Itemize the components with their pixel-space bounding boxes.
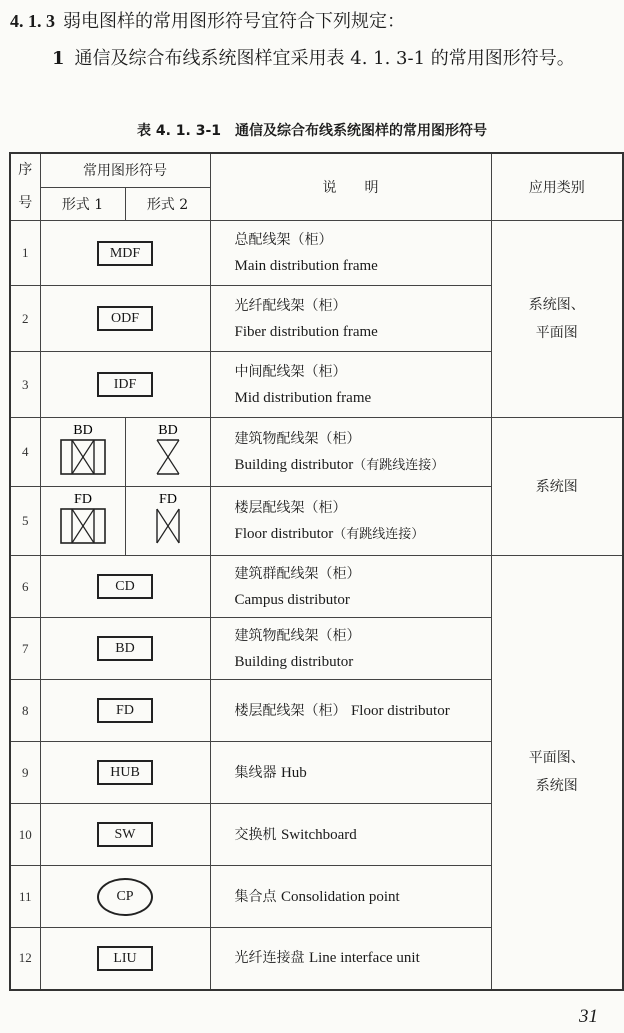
desc-cn: 集合点 — [234, 888, 277, 905]
category-cell — [491, 221, 623, 418]
desc-en: Building distributor — [234, 456, 354, 473]
liu-symbol: LIU — [97, 946, 153, 971]
description-cell — [210, 804, 491, 866]
symbol-form1-cell — [40, 418, 125, 487]
row-index: 3 — [10, 352, 40, 418]
symbol-cell — [40, 618, 210, 680]
mdf-symbol: MDF — [97, 241, 153, 266]
category-line: 系统图 — [535, 778, 578, 795]
description-cell — [210, 418, 491, 487]
clause-number: 4. 1. 3 — [10, 11, 55, 31]
svg-text:BD: BD — [72, 423, 93, 438]
description-cell — [210, 680, 491, 742]
desc-en: Line interface unit — [308, 950, 420, 967]
row-index: 1 — [10, 221, 40, 286]
category-cell — [491, 418, 623, 556]
header-index-bottom: 号 — [18, 195, 33, 211]
paragraph-number: 1 — [52, 48, 65, 69]
category-line: 平面图 — [535, 325, 578, 341]
row-index: 11 — [10, 866, 40, 928]
fd-form2-symbol — [126, 487, 210, 551]
header-symbol: 常用图形符号 — [40, 153, 210, 187]
desc-en: Floor distributor — [350, 702, 450, 719]
odf-symbol: ODF — [97, 306, 153, 331]
description-cell — [210, 556, 491, 618]
table-header-row — [10, 153, 623, 187]
description-cell — [210, 618, 491, 680]
row-index: 5 — [10, 487, 40, 556]
page-number: 31 — [579, 1006, 598, 1027]
description-cell — [210, 487, 491, 556]
desc-cn: 建筑物配线架（柜） — [234, 627, 361, 644]
table-row — [10, 418, 623, 487]
table-caption: 表 4. 1. 3-1 通信及综合布线系统图样的常用图形符号 — [136, 123, 488, 139]
symbol-form2-cell — [125, 418, 210, 487]
header-form2: 形式 2 — [125, 187, 210, 220]
desc-en: Floor distributor — [234, 525, 334, 542]
fd-symbol: FD — [97, 698, 153, 723]
row-index: 10 — [10, 804, 40, 866]
header-description: 说 明 — [210, 153, 491, 221]
desc-en-line — [235, 521, 491, 548]
symbol-cell — [40, 804, 210, 866]
table-row — [10, 221, 623, 286]
desc-cn: 光纤配线架（柜） — [234, 297, 347, 314]
row-index: 6 — [10, 556, 40, 618]
clause-heading — [10, 8, 616, 35]
desc-en-line — [235, 452, 491, 479]
description-cell — [210, 928, 491, 990]
symbol-cell — [40, 286, 210, 352]
category-line: 系统图 — [535, 478, 578, 495]
description-cell — [210, 286, 491, 352]
row-index: 9 — [10, 742, 40, 804]
desc-en: Building distributor — [234, 653, 354, 670]
description-cell — [210, 221, 491, 286]
symbol-cell — [40, 928, 210, 990]
desc-cn: 总配线架（柜） — [234, 232, 333, 248]
desc-cn: 光纤连接盘 — [234, 950, 305, 967]
row-index: 7 — [10, 618, 40, 680]
desc-cn: 建筑物配线架（柜） — [234, 430, 361, 447]
header-form1: 形式 1 — [40, 187, 125, 220]
sw-symbol: SW — [97, 822, 153, 847]
desc-cn: 楼层配线架（柜） — [234, 702, 347, 719]
desc-cn: 楼层配线架（柜） — [234, 499, 347, 516]
desc-en: Fiber distribution frame — [234, 323, 378, 340]
desc-en: Mid distribution frame — [234, 389, 372, 406]
desc-note: （有跳线连接） — [333, 526, 425, 542]
category-line: 平面图、 — [528, 750, 585, 767]
desc-cn: 中间配线架（柜） — [234, 363, 347, 380]
symbol-table — [9, 152, 624, 991]
table-row — [10, 556, 623, 618]
desc-en: Consolidation point — [280, 888, 400, 905]
desc-en: Switchboard — [280, 826, 357, 843]
row-index: 4 — [10, 418, 40, 487]
cp-symbol: CP — [97, 878, 153, 916]
symbol-form1-cell — [40, 487, 125, 556]
header-index — [10, 153, 40, 221]
row-index: 8 — [10, 680, 40, 742]
header-category: 应用类别 — [491, 153, 623, 221]
desc-cn: 交换机 — [234, 826, 277, 843]
desc-en: Campus distributor — [234, 591, 350, 608]
idf-symbol: IDF — [97, 372, 153, 397]
header-index-top: 序 — [18, 162, 33, 178]
bd-form2-symbol — [126, 418, 210, 482]
paragraph-text: 通信及综合布线系统图样宜采用表 4. 1. 3-1 的常用图形符号。 — [74, 48, 575, 69]
symbol-cell — [40, 866, 210, 928]
desc-cn: 建筑群配线架（柜） — [234, 565, 361, 582]
bd-symbol: BD — [97, 636, 153, 661]
desc-en: Main distribution frame — [234, 258, 378, 274]
description-cell — [210, 352, 491, 418]
symbol-cell — [40, 352, 210, 418]
row-index: 2 — [10, 286, 40, 352]
desc-en: Hub — [280, 764, 307, 781]
symbol-cell — [40, 221, 210, 286]
bd-form1-symbol — [41, 418, 125, 482]
row-index: 12 — [10, 928, 40, 990]
category-line: 系统图、 — [528, 297, 585, 313]
desc-cn: 集线器 — [234, 764, 277, 781]
symbol-cell — [40, 680, 210, 742]
symbol-cell — [40, 742, 210, 804]
svg-text:BD: BD — [157, 423, 178, 438]
symbol-cell — [40, 556, 210, 618]
description-cell — [210, 866, 491, 928]
fd-form1-symbol — [41, 487, 125, 551]
svg-text:FD: FD — [158, 492, 177, 507]
cd-symbol: CD — [97, 574, 153, 599]
description-cell — [210, 742, 491, 804]
desc-note: （有跳线连接） — [353, 457, 445, 473]
paragraph-1 — [10, 42, 616, 76]
svg-text:FD: FD — [73, 492, 92, 507]
clause-text: 弱电图样的常用图形符号宜符合下列规定： — [63, 11, 405, 32]
category-cell — [491, 556, 623, 990]
symbol-form2-cell — [125, 487, 210, 556]
hub-symbol: HUB — [97, 760, 153, 785]
